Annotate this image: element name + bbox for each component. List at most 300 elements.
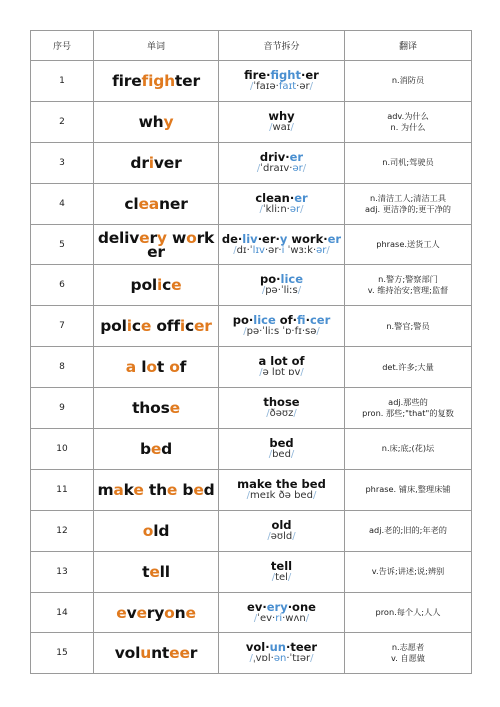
phonetic-segment: ə lɒt ɒv — [262, 367, 301, 379]
table-row — [31, 61, 472, 102]
phonetic-segment: / — [249, 653, 253, 665]
phonetic-transcription — [219, 490, 344, 502]
word-segment: e — [133, 480, 144, 499]
syllable-cell — [219, 633, 345, 674]
phonetic-segment: / — [261, 285, 266, 297]
syllable-segment: tell — [270, 558, 293, 573]
translation-line: n.志愿者 — [391, 642, 425, 653]
phonetic-segment: / — [246, 489, 251, 501]
word-segment: a — [125, 358, 137, 377]
table-row — [31, 469, 472, 510]
word-segment: er — [194, 317, 212, 336]
syllable-split — [219, 396, 344, 408]
word-segment: deliv — [97, 228, 140, 247]
phonetic-segment: ər — [289, 203, 301, 215]
phonetic-segment: / — [310, 653, 314, 665]
word-segment: c — [131, 317, 141, 336]
translation-cell — [345, 183, 472, 224]
word-text — [94, 562, 218, 581]
word-segment: b — [177, 480, 194, 499]
word-text — [94, 521, 218, 540]
word-segment: ner — [159, 194, 188, 213]
word-segment: e — [171, 276, 182, 295]
word-cell — [94, 101, 219, 142]
word-segment: t — [142, 562, 150, 581]
syllable-segment: ·teer — [285, 640, 318, 655]
phonetic-segment: / — [312, 489, 317, 501]
word-segment: rk — [196, 228, 215, 247]
syllable-split — [219, 273, 344, 285]
word-segment: vol — [114, 644, 141, 663]
phonetic-segment: pə·ˈliːs ˈɒ·fɪ·sə — [246, 326, 317, 338]
syllable-segment: er — [294, 190, 308, 205]
word-segment: o — [186, 228, 197, 247]
phonetic-segment: dɪ·ˈ — [236, 244, 253, 256]
phonetic-segment: bed — [272, 448, 291, 460]
syllable-segment: fire· — [244, 67, 271, 82]
syllable-cell — [219, 61, 345, 102]
word-segment: ld — [153, 521, 170, 540]
phonetic-segment: meɪk ðə bed — [250, 489, 313, 501]
word-segment: e — [193, 480, 204, 499]
word-segment: e — [169, 399, 180, 418]
translation-cell — [345, 551, 472, 592]
syllable-split — [219, 560, 344, 572]
phonetic-segment: / — [292, 530, 296, 542]
phonetic-transcription — [219, 163, 344, 175]
phonetic-segment: ˈdraɪv· — [260, 162, 293, 174]
syllable-segment: vol· — [245, 640, 270, 655]
translation-cell — [345, 633, 472, 674]
syllable-split — [219, 601, 344, 613]
word-segment: i — [148, 153, 154, 172]
syllable-cell — [219, 101, 345, 142]
phonetic-segment: ˈwɜːk· — [284, 244, 317, 256]
phonetic-transcription — [219, 449, 344, 461]
word-segment: fire — [112, 71, 142, 90]
word-segment: ry — [146, 603, 165, 622]
translation-line: adv.为什么 — [387, 110, 429, 121]
syllable-cell — [219, 592, 345, 633]
phonetic-transcription — [219, 122, 344, 134]
table-row — [31, 633, 472, 674]
syllable-segment: un — [269, 640, 286, 655]
phonetic-segment: / — [259, 203, 263, 215]
translation-cell — [345, 469, 472, 510]
row-number: 15 — [31, 633, 94, 674]
row-number: 2 — [31, 101, 94, 142]
word-segment: o — [169, 358, 180, 377]
word-segment: o — [164, 603, 175, 622]
word-segment: er — [147, 242, 165, 261]
syllable-cell — [219, 551, 345, 592]
translation-line: v. 维持治安;管理;监督 — [367, 285, 449, 296]
syllable-segment: ev· — [247, 599, 267, 614]
word-cell — [94, 265, 219, 306]
row-number: 12 — [31, 510, 94, 551]
word-text — [94, 276, 218, 295]
row-number: 9 — [31, 388, 94, 429]
syllable-segment: why — [268, 108, 295, 123]
phonetic-segment: faɪt — [278, 80, 297, 92]
syllable-split — [219, 437, 344, 449]
word-segment: ver — [153, 153, 182, 172]
row-number: 10 — [31, 429, 94, 470]
table-body — [31, 61, 472, 674]
word-cell — [94, 592, 219, 633]
word-text — [94, 71, 218, 90]
word-segment: b — [139, 439, 151, 458]
word-segment: dr — [130, 153, 149, 172]
syllable-segment: clean· — [255, 190, 295, 205]
word-segment: d — [203, 480, 215, 499]
phonetic-segment: / — [302, 162, 307, 174]
phonetic-segment: / — [266, 408, 270, 420]
word-segment: th — [143, 480, 167, 499]
syllable-segment: ·er· — [257, 231, 280, 246]
translation-cell — [345, 510, 472, 551]
phonetic-transcription — [219, 531, 344, 543]
word-segment: u — [140, 644, 152, 663]
phonetic-segment: / — [290, 448, 295, 460]
phonetic-transcription — [219, 572, 344, 584]
syllable-segment: cer — [309, 313, 331, 328]
phonetic-segment: pə·ˈliːs — [265, 285, 298, 297]
word-segment: i — [126, 317, 132, 336]
phonetic-segment: i — [281, 244, 285, 256]
word-cell — [94, 224, 219, 265]
translation-cell — [345, 306, 472, 347]
word-cell — [94, 183, 219, 224]
table-row — [31, 306, 472, 347]
word-segment: m — [97, 480, 114, 499]
syllable-split — [219, 641, 344, 653]
syllable-split — [219, 110, 344, 122]
word-segment: cl — [124, 194, 139, 213]
header-word: 单词 — [94, 31, 219, 61]
translation-line: n. 为什么 — [390, 121, 426, 132]
phonetic-segment: ·ˈtɪər — [286, 653, 311, 665]
translation-line: n.警官;警员 — [386, 320, 430, 331]
word-cell — [94, 551, 219, 592]
syllable-cell — [219, 347, 345, 388]
translation-line: n.清洁工人;清洁工具 — [369, 192, 447, 203]
translation-line: v. 自愿做 — [391, 653, 425, 664]
translation-line: adj.那些的 — [388, 397, 428, 408]
word-text — [94, 112, 218, 131]
row-number: 4 — [31, 183, 94, 224]
phonetic-segment: / — [305, 612, 310, 624]
row-number: 8 — [31, 347, 94, 388]
translation-line: det.许多;大量 — [382, 361, 434, 372]
word-segment: e — [140, 317, 152, 336]
word-segment: o — [146, 358, 157, 377]
translation-line: v.告诉;讲述;说;辨别 — [371, 566, 445, 577]
translation-line: adj.老的;旧的;年老的 — [369, 525, 447, 536]
translation-cell — [345, 592, 472, 633]
syllable-segment: ery — [266, 599, 288, 614]
table-row — [31, 510, 472, 551]
phonetic-segment: ðəʊz — [269, 408, 294, 420]
syllable-segment: fi — [297, 313, 306, 328]
phonetic-segment: / — [326, 244, 330, 256]
phonetic-segment: tel — [275, 571, 288, 583]
word-segment: c — [162, 276, 172, 295]
translation-line: phrase.送货工人 — [376, 239, 440, 249]
translation-cell — [345, 265, 472, 306]
vocabulary-table — [30, 30, 472, 674]
row-number: 14 — [31, 592, 94, 633]
phonetic-segment: / — [309, 80, 313, 92]
word-segment: wh — [138, 112, 164, 131]
phonetic-segment: / — [297, 285, 302, 297]
word-segment: k — [123, 480, 134, 499]
translation-line: pron. 那些;"that"的复数 — [362, 408, 454, 419]
syllable-segment: fight — [270, 67, 301, 82]
header-syllables: 音节拆分 — [219, 31, 345, 61]
translation-cell — [345, 347, 472, 388]
word-cell — [94, 633, 219, 674]
phonetic-transcription — [219, 326, 344, 338]
phonetic-segment: ·ər — [296, 80, 310, 92]
phonetic-segment: ˈev· — [257, 612, 276, 624]
row-number: 11 — [31, 469, 94, 510]
table-header-row — [31, 31, 472, 61]
word-segment: f — [179, 358, 187, 377]
syllable-segment: those — [263, 395, 300, 410]
syllable-split — [219, 69, 344, 81]
syllable-segment: bed — [269, 435, 294, 450]
phonetic-segment: waɪ — [272, 121, 291, 133]
word-cell — [94, 61, 219, 102]
syllable-segment: a lot of — [258, 354, 305, 369]
syllable-split — [219, 314, 344, 326]
header-number: 序号 — [31, 31, 94, 61]
phonetic-segment: ·ər· — [264, 244, 282, 256]
phonetic-segment: / — [316, 326, 320, 338]
word-text — [94, 439, 218, 458]
syllable-segment: liv — [242, 231, 258, 246]
translation-cell — [345, 388, 472, 429]
phonetic-transcription — [219, 367, 344, 379]
phonetic-transcription — [219, 245, 344, 257]
word-segment: e — [166, 480, 178, 499]
syllable-segment: driv· — [259, 149, 290, 164]
syllable-split — [219, 355, 344, 367]
translation-cell — [345, 101, 472, 142]
translation-cell — [345, 142, 472, 183]
word-segment: o — [142, 521, 154, 540]
syllable-segment: old — [271, 517, 292, 532]
word-segment: e — [150, 439, 162, 458]
phonetic-segment: əʊld — [270, 530, 293, 542]
phonetic-segment: / — [271, 571, 276, 583]
word-segment: figh — [141, 71, 175, 90]
phonetic-segment: / — [250, 80, 254, 92]
word-text — [94, 317, 218, 336]
word-segment: a — [113, 480, 124, 499]
word-cell — [94, 469, 219, 510]
phonetic-segment: ər — [316, 244, 327, 256]
translation-cell — [345, 224, 472, 265]
table-row — [31, 592, 472, 633]
syllable-segment: · — [305, 313, 310, 328]
translation-line: adj. 更洁净的;更干净的 — [365, 203, 451, 214]
syllable-split — [219, 478, 344, 490]
word-segment: ter — [174, 71, 200, 90]
syllable-cell — [219, 265, 345, 306]
syllable-segment: er — [327, 231, 342, 246]
word-segment: n — [174, 603, 186, 622]
table-row — [31, 551, 472, 592]
phonetic-segment: ər — [292, 162, 303, 174]
phonetic-transcription — [219, 613, 344, 625]
table-row — [31, 265, 472, 306]
phonetic-segment: lɪv — [252, 244, 265, 256]
translation-cell — [345, 429, 472, 470]
word-cell — [94, 306, 219, 347]
word-segment: off — [151, 317, 180, 336]
word-text — [94, 480, 218, 499]
word-text — [94, 603, 218, 622]
word-segment: w — [166, 228, 187, 247]
phonetic-segment: / — [290, 121, 294, 133]
word-text — [94, 358, 218, 377]
phonetic-segment: / — [253, 612, 258, 624]
word-cell — [94, 510, 219, 551]
phonetic-segment: ˈfaɪə· — [253, 80, 279, 92]
phonetic-segment: / — [287, 571, 292, 583]
translation-line: phrase. 铺床,整理床铺 — [365, 484, 451, 495]
syllable-cell — [219, 224, 345, 265]
syllable-split — [219, 151, 344, 163]
phonetic-segment: / — [300, 203, 304, 215]
syllable-split — [219, 519, 344, 531]
word-segment: nt — [151, 644, 170, 663]
word-segment: pol — [130, 276, 158, 295]
word-segment: y — [163, 112, 174, 131]
translation-line: pron.每个人;人人 — [375, 607, 441, 618]
syllable-split — [219, 192, 344, 204]
word-text — [94, 194, 218, 213]
word-segment: ee — [169, 644, 190, 663]
phonetic-segment: ˌvɒl· — [252, 653, 274, 665]
word-segment: r — [149, 228, 157, 247]
translation-line: n.警方;警察部门 — [378, 274, 438, 285]
word-segment: i — [157, 276, 163, 295]
syllable-segment: de· — [221, 231, 243, 246]
syllable-segment: po· — [232, 313, 254, 328]
phonetic-segment: ˈkliːn· — [262, 203, 290, 215]
row-number: 6 — [31, 265, 94, 306]
syllable-cell — [219, 388, 345, 429]
header-translation: 翻译 — [345, 31, 472, 61]
phonetic-segment: / — [269, 121, 273, 133]
syllable-segment: po· — [259, 272, 281, 287]
word-segment: i — [179, 317, 185, 336]
word-segment: ll — [159, 562, 170, 581]
syllable-cell — [219, 183, 345, 224]
word-segment: v — [126, 603, 137, 622]
syllable-segment: y — [279, 231, 288, 246]
table-row — [31, 388, 472, 429]
word-segment: t — [156, 358, 170, 377]
phonetic-segment: / — [243, 326, 247, 338]
row-number: 1 — [31, 61, 94, 102]
syllable-segment: make the bed — [237, 476, 326, 491]
phonetic-segment: / — [268, 448, 273, 460]
translation-cell — [345, 61, 472, 102]
syllable-segment: lice — [253, 313, 276, 328]
table-row — [31, 183, 472, 224]
table-row — [31, 224, 472, 265]
syllable-split — [219, 233, 344, 245]
word-segment: ea — [138, 194, 160, 213]
word-segment: e — [139, 228, 150, 247]
row-number: 3 — [31, 142, 94, 183]
word-segment: e — [136, 603, 147, 622]
word-text — [94, 644, 218, 663]
translation-line: n.消防员 — [391, 75, 425, 86]
syllable-cell — [219, 429, 345, 470]
word-segment: e — [149, 562, 160, 581]
syllable-segment: er — [289, 149, 304, 164]
syllable-segment: ·one — [287, 599, 316, 614]
syllable-segment: ·er — [300, 67, 319, 82]
word-text — [94, 228, 218, 261]
word-segment: y — [156, 228, 167, 247]
phonetic-segment: / — [233, 244, 237, 256]
word-text — [94, 153, 218, 172]
word-cell — [94, 347, 219, 388]
syllable-segment: lice — [280, 272, 304, 287]
word-segment: pol — [100, 317, 127, 336]
word-segment: l — [136, 358, 147, 377]
word-text — [94, 399, 218, 418]
syllable-cell — [219, 142, 345, 183]
word-segment: d — [161, 439, 173, 458]
row-number: 7 — [31, 306, 94, 347]
phonetic-segment: ·wʌn — [282, 612, 306, 624]
phonetic-transcription — [219, 653, 344, 665]
syllable-cell — [219, 510, 345, 551]
phonetic-segment: / — [259, 367, 263, 379]
phonetic-segment: / — [300, 367, 304, 379]
row-number: 13 — [31, 551, 94, 592]
phonetic-transcription — [219, 81, 344, 93]
phonetic-segment: / — [267, 530, 271, 542]
phonetic-segment: / — [293, 408, 297, 420]
phonetic-segment: / — [256, 162, 261, 174]
translation-line: n.司机;驾驶员 — [382, 157, 434, 168]
word-cell — [94, 429, 219, 470]
syllable-segment: work· — [287, 231, 328, 246]
phonetic-segment: ən — [273, 653, 287, 665]
word-segment: c — [185, 317, 194, 336]
table-row — [31, 347, 472, 388]
syllable-cell — [219, 469, 345, 510]
word-segment: e — [116, 603, 127, 622]
word-cell — [94, 388, 219, 429]
translation-line: n.床;底;(花)坛 — [381, 443, 435, 454]
phonetic-segment: ri — [275, 612, 283, 624]
syllable-segment: of· — [275, 313, 298, 328]
phonetic-transcription — [219, 204, 344, 216]
word-cell — [94, 142, 219, 183]
table-row — [31, 101, 472, 142]
word-segment: e — [185, 603, 196, 622]
table-row — [31, 142, 472, 183]
